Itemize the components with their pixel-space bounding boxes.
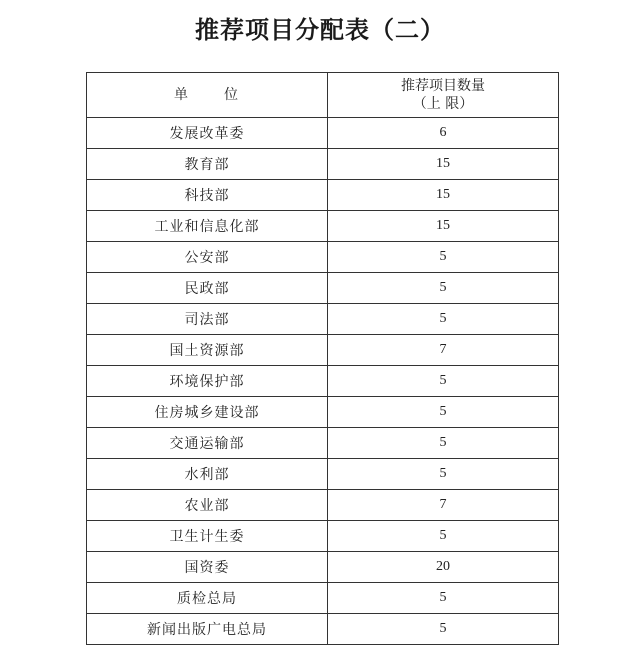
count-cell: 7	[328, 335, 559, 366]
count-cell: 5	[328, 366, 559, 397]
table-row	[87, 304, 559, 335]
count-cell: 7	[328, 490, 559, 521]
header-count	[328, 73, 559, 118]
table-row	[87, 366, 559, 397]
unit-cell: 科技部	[87, 180, 328, 211]
unit-cell: 民政部	[87, 273, 328, 304]
count-cell: 5	[328, 273, 559, 304]
table-row	[87, 211, 559, 242]
header-unit-part1: 单	[174, 87, 190, 103]
table-row	[87, 273, 559, 304]
count-cell: 5	[328, 428, 559, 459]
table-row	[87, 521, 559, 552]
page-title: 推荐项目分配表（二）	[195, 16, 445, 44]
unit-cell: 国土资源部	[87, 335, 328, 366]
unit-cell: 发展改革委	[87, 118, 328, 149]
unit-cell: 新闻出版广电总局	[87, 614, 328, 645]
count-cell: 5	[328, 242, 559, 273]
count-cell: 5	[328, 614, 559, 645]
table-body	[87, 118, 559, 645]
header-unit-part2: 位	[224, 87, 240, 103]
unit-cell: 公安部	[87, 242, 328, 273]
table-row	[87, 428, 559, 459]
table-row	[87, 614, 559, 645]
unit-cell: 司法部	[87, 304, 328, 335]
table-row	[87, 459, 559, 490]
table-row	[87, 335, 559, 366]
allocation-table	[86, 72, 559, 645]
count-cell: 5	[328, 397, 559, 428]
table-row	[87, 242, 559, 273]
count-cell: 15	[328, 211, 559, 242]
count-cell: 5	[328, 459, 559, 490]
table-row	[87, 118, 559, 149]
unit-cell: 交通运输部	[87, 428, 328, 459]
table-row	[87, 397, 559, 428]
unit-cell: 水利部	[87, 459, 328, 490]
table-row	[87, 552, 559, 583]
table-row	[87, 180, 559, 211]
unit-cell: 住房城乡建设部	[87, 397, 328, 428]
count-cell: 20	[328, 552, 559, 583]
header-count-line2: （上 限）	[412, 96, 474, 112]
table-row	[87, 149, 559, 180]
unit-cell: 环境保护部	[87, 366, 328, 397]
count-cell: 5	[328, 521, 559, 552]
count-cell: 5	[328, 304, 559, 335]
header-unit	[87, 73, 328, 118]
table-row	[87, 490, 559, 521]
unit-cell: 质检总局	[87, 583, 328, 614]
count-cell: 5	[328, 583, 559, 614]
unit-cell: 工业和信息化部	[87, 211, 328, 242]
count-cell: 15	[328, 149, 559, 180]
unit-cell: 教育部	[87, 149, 328, 180]
count-cell: 6	[328, 118, 559, 149]
unit-cell: 农业部	[87, 490, 328, 521]
count-cell: 15	[328, 180, 559, 211]
header-row	[87, 73, 559, 118]
header-count-line1: 推荐项目数量	[401, 78, 485, 94]
unit-cell: 卫生计生委	[87, 521, 328, 552]
unit-cell: 国资委	[87, 552, 328, 583]
table-row	[87, 583, 559, 614]
table-header	[87, 73, 559, 118]
